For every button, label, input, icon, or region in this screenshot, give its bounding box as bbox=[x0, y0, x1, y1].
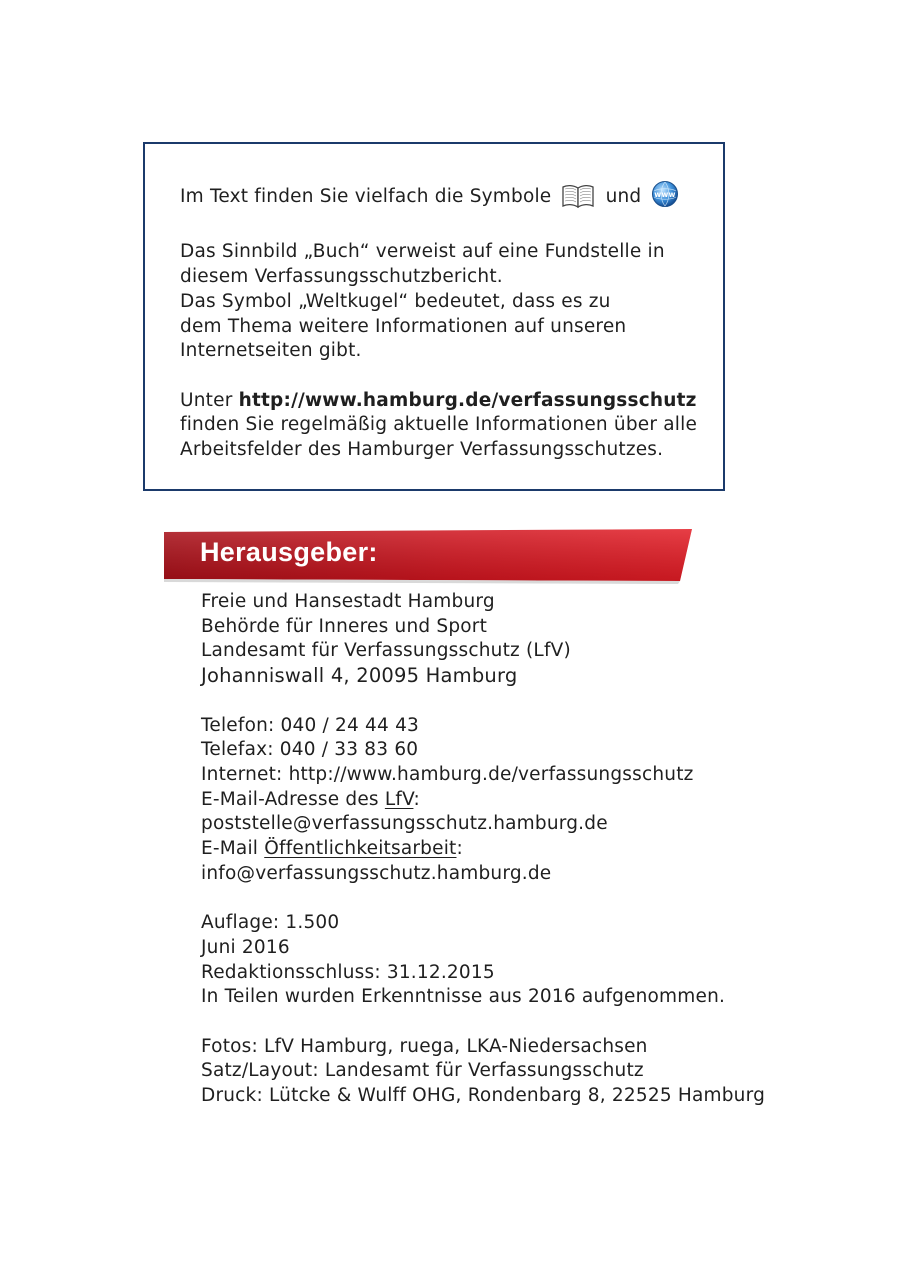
book-icon bbox=[561, 184, 595, 216]
symbols-and: und bbox=[605, 186, 642, 207]
edition-note: In Teilen wurden Erkenntnisse aus 2016 aufgenommen. bbox=[201, 986, 726, 1008]
email-lfv-label-prefix: E-Mail-Adresse des bbox=[201, 788, 385, 810]
info-box bbox=[143, 142, 725, 491]
address-line-1: Freie und Hansestadt Hamburg bbox=[201, 591, 495, 612]
credits-photos: Fotos: LfV Hamburg, ruega, LKA-Niedersachsen bbox=[201, 1035, 648, 1057]
edition-date: Juni 2016 bbox=[201, 936, 290, 958]
url-description-1: finden Sie regelmäßig aktuelle Informationen über alle bbox=[180, 414, 698, 436]
svg-text:www: www bbox=[654, 190, 677, 199]
fax: Telefax: 040 / 33 83 60 bbox=[201, 739, 419, 761]
url-description-2: Arbeitsfelder des Hamburger Verfassungsschutzes. bbox=[180, 439, 664, 460]
email-lfv-label bbox=[201, 788, 821, 813]
symbol-explanation-5: Internetseiten gibt. bbox=[180, 340, 362, 362]
url-prefix: Unter bbox=[180, 389, 239, 411]
edition-print-run: Auflage: 1.500 bbox=[201, 912, 340, 934]
symbol-explanation-3: Das Symbol „Weltkugel“ bedeutet, dass es zu bbox=[180, 290, 611, 312]
email-pr[interactable]: info@verfassungsschutz.hamburg.de bbox=[201, 862, 552, 884]
public-relations-term: Öffentlichkeitsarbeit bbox=[264, 838, 457, 860]
email-lfv-label-suffix: : bbox=[413, 788, 420, 810]
phone: Telefon: 040 / 24 44 43 bbox=[201, 714, 420, 736]
url-line bbox=[180, 389, 710, 414]
credits-print: Druck: Lütcke & Wulff OHG, Rondenbarg 8, 22525 Hamburg bbox=[201, 1085, 766, 1107]
symbols-line bbox=[180, 180, 710, 216]
info-text bbox=[180, 180, 710, 463]
symbol-explanation-4: dem Thema weitere Informationen auf unseren bbox=[180, 315, 627, 337]
credits-layout: Satz/Layout: Landesamt für Verfassungsschutz bbox=[201, 1060, 644, 1082]
publisher-heading: Herausgeber: bbox=[200, 537, 378, 567]
email-pr-label-prefix: E-Mail bbox=[201, 838, 265, 860]
publisher-banner bbox=[164, 529, 694, 585]
lfv-abbreviation: LfV bbox=[384, 788, 414, 810]
email-lfv[interactable]: poststelle@verfassungsschutz.hamburg.de bbox=[201, 813, 608, 835]
email-pr-label bbox=[201, 837, 821, 862]
www-globe-icon bbox=[651, 180, 679, 216]
internet[interactable]: Internet: http://www.hamburg.de/verfassungsschutz bbox=[201, 763, 694, 785]
address-line-3: Landesamt für Verfassungsschutz (LfV) bbox=[201, 640, 571, 662]
website-link[interactable]: http://www.hamburg.de/verfassungsschutz bbox=[238, 389, 697, 411]
symbol-explanation-2: diesem Verfassungsschutzbericht. bbox=[180, 266, 503, 288]
email-pr-label-suffix: : bbox=[456, 838, 463, 860]
address-line-2: Behörde für Inneres und Sport bbox=[201, 615, 488, 637]
address-line-4: Johanniswall 4, 20095 Hamburg bbox=[201, 664, 518, 688]
symbols-intro: Im Text finden Sie vielfach die Symbole bbox=[180, 186, 552, 207]
imprint bbox=[201, 590, 821, 1109]
editorial-deadline: Redaktionsschluss: 31.12.2015 bbox=[201, 961, 495, 983]
symbol-explanation-1: Das Sinnbild „Buch“ verweist auf eine Fundstelle in bbox=[180, 241, 665, 263]
